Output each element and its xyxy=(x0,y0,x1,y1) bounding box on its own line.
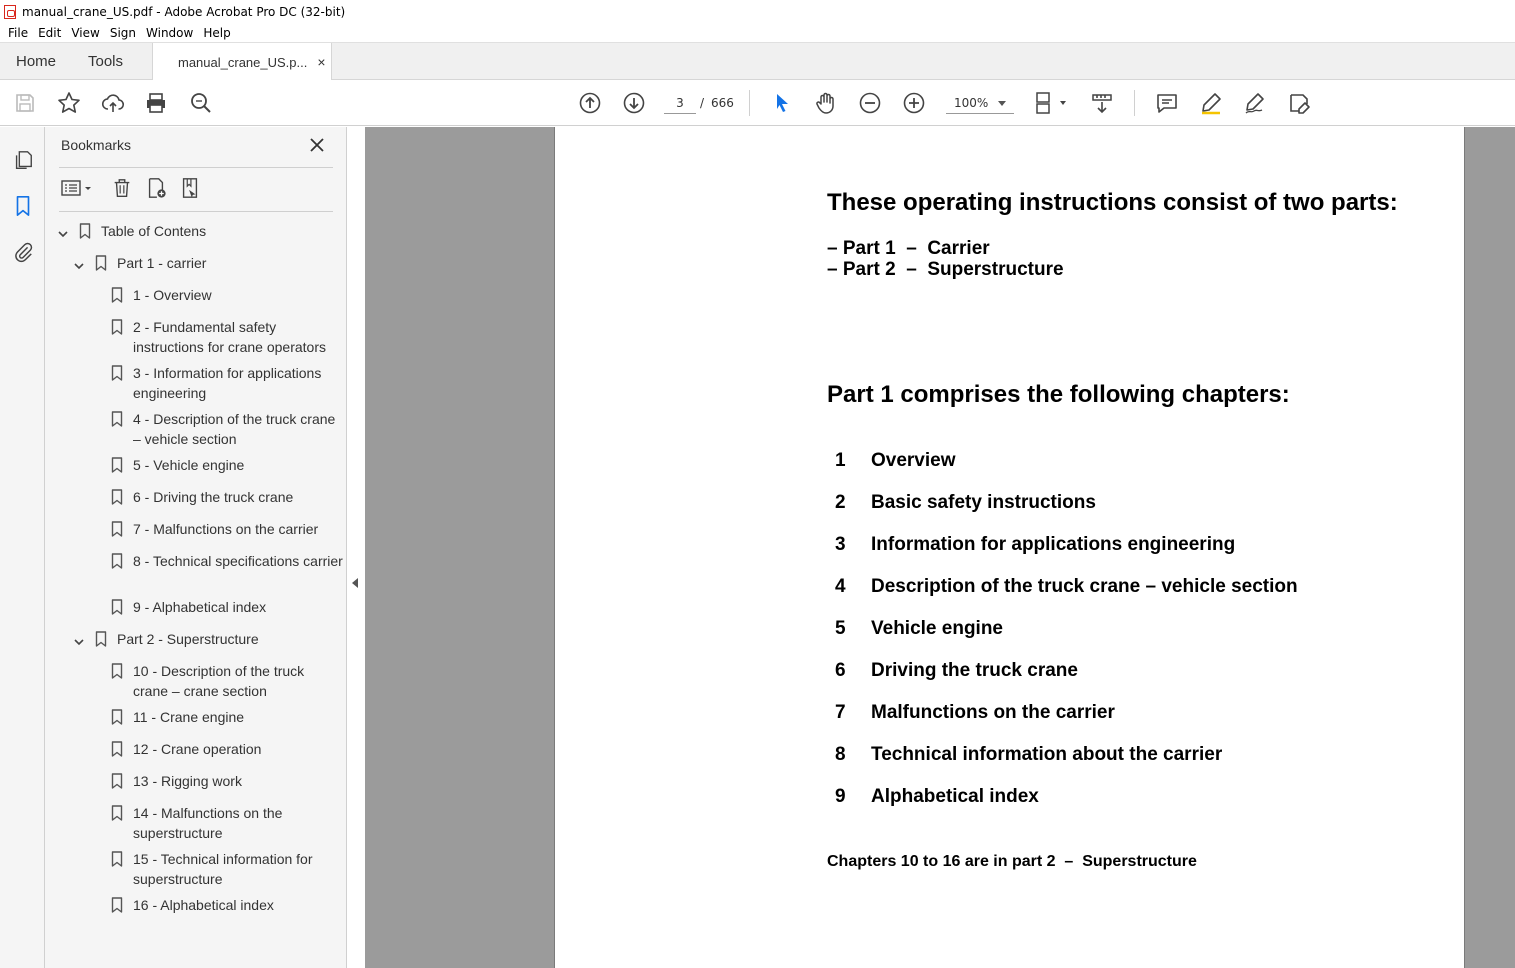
chapter-title: Driving the truck crane xyxy=(871,660,1078,681)
print-icon[interactable] xyxy=(143,90,169,116)
bookmark-icon xyxy=(95,255,107,271)
chapter-title: Description of the truck crane – vehicle section xyxy=(871,576,1298,597)
chapter-number: 4 xyxy=(835,576,846,597)
highlight-icon[interactable] xyxy=(1198,90,1224,116)
upload-icon[interactable] xyxy=(100,90,126,116)
menu-edit[interactable]: Edit xyxy=(38,26,62,40)
title-bar xyxy=(0,0,1515,24)
menu-sign[interactable]: Sign xyxy=(109,26,137,40)
bookmark-options-icon[interactable] xyxy=(59,175,95,201)
comment-icon[interactable] xyxy=(1154,90,1180,116)
bookmark-item[interactable] xyxy=(45,317,347,357)
page-separator: / xyxy=(700,96,705,110)
bookmark-item[interactable] xyxy=(45,895,347,935)
zoom-out-icon[interactable] xyxy=(857,90,883,116)
toolbar-divider xyxy=(1134,90,1135,116)
select-cursor-icon[interactable] xyxy=(769,90,795,116)
page-layout-icon[interactable] xyxy=(1034,90,1070,116)
chapter-number: 5 xyxy=(835,618,846,639)
bookmark-icon xyxy=(111,319,123,335)
chapter-number: 2 xyxy=(835,492,846,513)
find-icon[interactable] xyxy=(188,90,214,116)
menu-window[interactable]: Window xyxy=(146,26,194,40)
bookmark-icon xyxy=(111,521,123,537)
bookmark-label: 1 - Overview xyxy=(133,287,212,303)
tab-home[interactable]: Home xyxy=(16,53,57,70)
bookmark-icon xyxy=(111,457,123,473)
bookmark-label: 9 - Alphabetical index xyxy=(133,599,267,615)
bookmark-icon xyxy=(111,599,123,615)
edit-icon[interactable] xyxy=(1286,90,1312,116)
chapter-title: Alphabetical index xyxy=(871,786,1039,807)
tab-document-label: manual_crane_US.p... xyxy=(178,54,308,70)
navigation-rail xyxy=(0,127,45,968)
chapter-number: 9 xyxy=(835,786,846,807)
page-thumbnails-icon[interactable] xyxy=(10,147,36,173)
collapse-panel-icon[interactable] xyxy=(352,578,358,588)
delete-bookmark-icon[interactable] xyxy=(109,175,135,201)
chapter-title: Basic safety instructions xyxy=(871,492,1096,513)
bookmark-icon xyxy=(79,223,91,239)
chapter-number: 3 xyxy=(835,534,846,555)
bookmark-icon xyxy=(111,663,123,679)
bookmark-icon xyxy=(95,631,107,647)
bookmark-item[interactable] xyxy=(45,803,347,843)
chapter-title: Vehicle engine xyxy=(871,618,1003,639)
find-bookmark-icon[interactable] xyxy=(177,175,203,201)
bookmark-label: 7 - Malfunctions on the carrier xyxy=(133,521,319,537)
bookmark-label: 3 - Information for applications engineering xyxy=(133,365,322,401)
divider xyxy=(59,211,333,212)
bookmark-item[interactable] xyxy=(45,661,347,701)
bookmark-label: 6 - Driving the truck crane xyxy=(133,489,294,505)
part-2-line: – Part 2 – Superstructure xyxy=(827,259,1064,280)
tab-tools[interactable]: Tools xyxy=(88,53,124,70)
save-icon[interactable] xyxy=(12,90,38,116)
menu-help[interactable]: Help xyxy=(203,26,231,40)
bookmark-label: 16 - Alphabetical index xyxy=(133,897,274,913)
chevron-down-icon xyxy=(998,101,1006,106)
bookmark-icon xyxy=(111,553,123,569)
chevron-down-icon[interactable] xyxy=(57,225,69,237)
page-heading: These operating instructions consist of two parts: xyxy=(827,189,1398,216)
pdf-page xyxy=(554,127,1465,968)
prev-page-icon[interactable] xyxy=(577,90,603,116)
close-icon[interactable] xyxy=(309,137,325,153)
menu-view[interactable]: View xyxy=(71,26,100,40)
zoom-in-icon[interactable] xyxy=(901,90,927,116)
bookmark-icon xyxy=(111,851,123,867)
chapters-note: Chapters 10 to 16 are in part 2 – Superstructure xyxy=(827,853,1197,870)
bookmark-icon xyxy=(111,365,123,381)
chevron-down-icon[interactable] xyxy=(73,633,85,645)
bookmark-icon xyxy=(111,897,123,913)
scroll-mode-icon[interactable] xyxy=(1089,90,1115,116)
tab-bar xyxy=(0,43,1515,80)
page-total: 666 xyxy=(711,96,734,110)
window-title: manual_crane_US.pdf - Adobe Acrobat Pro DC (32-bit) xyxy=(22,5,346,19)
bookmarks-header: Bookmarks xyxy=(61,137,132,153)
next-page-icon[interactable] xyxy=(621,90,647,116)
bookmark-label: Part 2 - Superstructure xyxy=(117,631,259,647)
bookmark-star-icon[interactable] xyxy=(56,90,82,116)
bookmark-label: 4 - Description of the truck crane – vehicle section xyxy=(133,411,336,447)
bookmark-icon xyxy=(111,773,123,789)
bookmark-icon xyxy=(111,805,123,821)
bookmark-label: 13 - Rigging work xyxy=(133,773,242,789)
toolbar xyxy=(0,80,1515,126)
bookmark-icon xyxy=(111,489,123,505)
bookmark-label: 15 - Technical information for superstructure xyxy=(133,851,313,887)
bookmarks-panel-icon[interactable] xyxy=(10,193,36,219)
hand-tool-icon[interactable] xyxy=(813,90,839,116)
chapter-number: 8 xyxy=(835,744,846,765)
page-number-input[interactable]: 3 xyxy=(664,92,696,114)
zoom-value: 100% xyxy=(954,96,989,110)
chapter-number: 6 xyxy=(835,660,846,681)
bookmark-icon xyxy=(111,709,123,725)
chapter-title: Technical information about the carrier xyxy=(871,744,1223,765)
bookmark-label: Table of Contens xyxy=(101,223,207,239)
pdf-file-icon xyxy=(4,5,16,19)
zoom-dropdown[interactable] xyxy=(946,92,1014,114)
chapter-title: Malfunctions on the carrier xyxy=(871,702,1115,723)
chapter-title: Information for applications engineering xyxy=(871,534,1236,555)
chapter-number: 7 xyxy=(835,702,846,723)
bookmark-label: 5 - Vehicle engine xyxy=(133,457,245,473)
bookmark-label: 10 - Description of the truck crane – crane section xyxy=(133,663,305,699)
divider xyxy=(59,167,333,168)
chapter-number: 1 xyxy=(835,450,846,471)
chapter-title: Overview xyxy=(871,450,956,471)
tab-document[interactable] xyxy=(152,43,332,81)
attachments-icon[interactable] xyxy=(10,239,36,265)
new-bookmark-icon[interactable] xyxy=(143,175,169,201)
bookmarks-panel xyxy=(45,127,347,968)
menu-file[interactable]: File xyxy=(8,26,29,40)
bookmark-label: 2 - Fundamental safety instructions for crane operators xyxy=(133,319,326,355)
bookmark-label: Part 1 - carrier xyxy=(117,255,207,271)
bookmark-label: 11 - Crane engine xyxy=(133,709,245,725)
bookmark-item[interactable] xyxy=(45,849,347,889)
bookmark-icon xyxy=(111,411,123,427)
document-viewport[interactable] xyxy=(365,127,1515,968)
chapters-heading: Part 1 comprises the following chapters: xyxy=(827,381,1290,408)
tab-close-icon[interactable]: × xyxy=(317,54,326,70)
menu-bar xyxy=(0,24,1515,43)
bookmark-item[interactable] xyxy=(45,409,347,449)
bookmark-item[interactable] xyxy=(45,363,347,403)
bookmark-label: 12 - Crane operation xyxy=(133,741,262,757)
toolbar-divider xyxy=(749,90,750,116)
bookmark-label: 8 - Technical specifications carrier xyxy=(133,553,343,569)
bookmark-icon xyxy=(111,287,123,303)
bookmark-item[interactable] xyxy=(45,551,347,591)
bookmark-icon xyxy=(111,741,123,757)
sign-icon[interactable] xyxy=(1242,90,1268,116)
chevron-down-icon[interactable] xyxy=(73,257,85,269)
bookmark-label: 14 - Malfunctions on the superstructure xyxy=(133,805,283,841)
part-1-line: – Part 1 – Carrier xyxy=(827,238,990,259)
